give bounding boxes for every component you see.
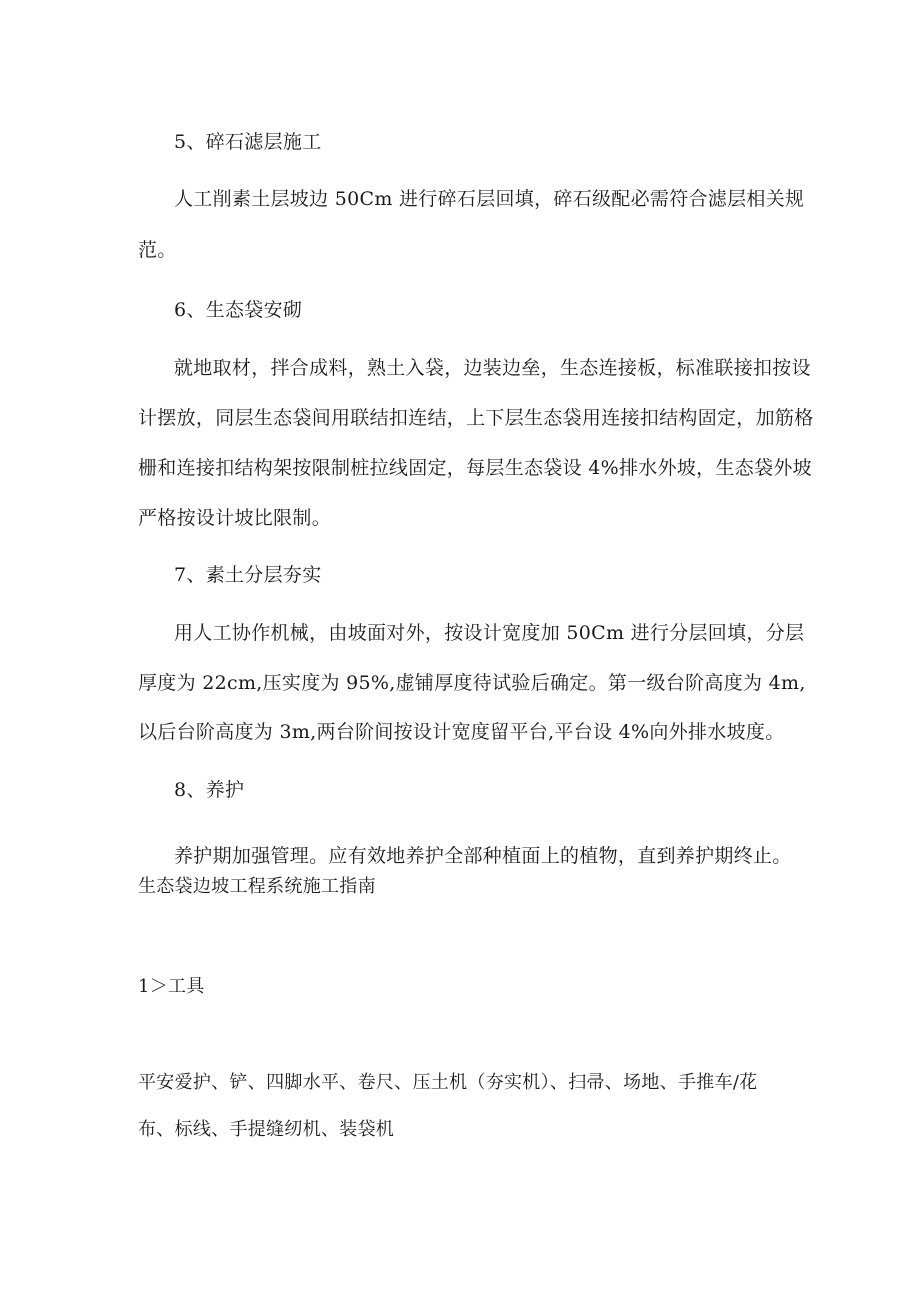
section-7-line-1: 用人工协作机械，由坡面对外，按设计宽度加 50Cm 进行分层回填，分层 [174,622,805,644]
tools-line-1: 平安爱护、铲、四脚水平、卷尺、压土机（夯实机）、扫帚、场地、手推车/花 [138,1072,758,1093]
section-7-line-3: 以后台阶高度为 3m,两台阶间按设计宽度留平台,平台设 4%向外排水坡度。 [138,721,785,743]
section-8-line-1: 养护期加强管理。应有效地养护全部种植面上的植物，直到养护期终止。 [174,845,792,867]
section-6-line-4: 严格按设计坡比限制。 [138,507,332,529]
section-6-line-2: 计摆放，同层生态袋间用联结扣连结，上下层生态袋用连接扣结构固定，加筋格 [138,407,814,429]
section-6-line-3: 栅和连接扣结构架按限制桩拉线固定，每层生态袋设 4%排水外坡，生态袋外坡 [138,457,812,479]
section-6-line-1: 就地取材，拌合成料，熟土入袋，边装边垒，生态连接板，标准联接扣按设 [174,357,811,379]
tools-line-2: 布、标线、手提缝纫机、装袋机 [138,1119,395,1140]
section-5-heading: 5、碎石滤层施工 [174,131,322,153]
section-7-line-2: 厚度为 22cm,压实度为 95%,虚铺厚度待试验后确定。第一级台阶高度为 4m, [138,672,806,694]
section-6-heading: 6、生态袋安砌 [174,299,303,321]
guide-title: 生态袋边坡工程系统施工指南 [138,876,376,897]
section-5-line-1: 人工削素土层坡边 50Cm 进行碎石层回填，碎石级配必需符合滤层相关规 [174,188,805,210]
section-7-heading: 7、素土分层夯实 [174,564,322,586]
section-5-line-2: 范。 [138,239,177,261]
section-8-heading: 8、养护 [174,779,245,801]
tools-heading: 1＞工具 [138,976,205,997]
